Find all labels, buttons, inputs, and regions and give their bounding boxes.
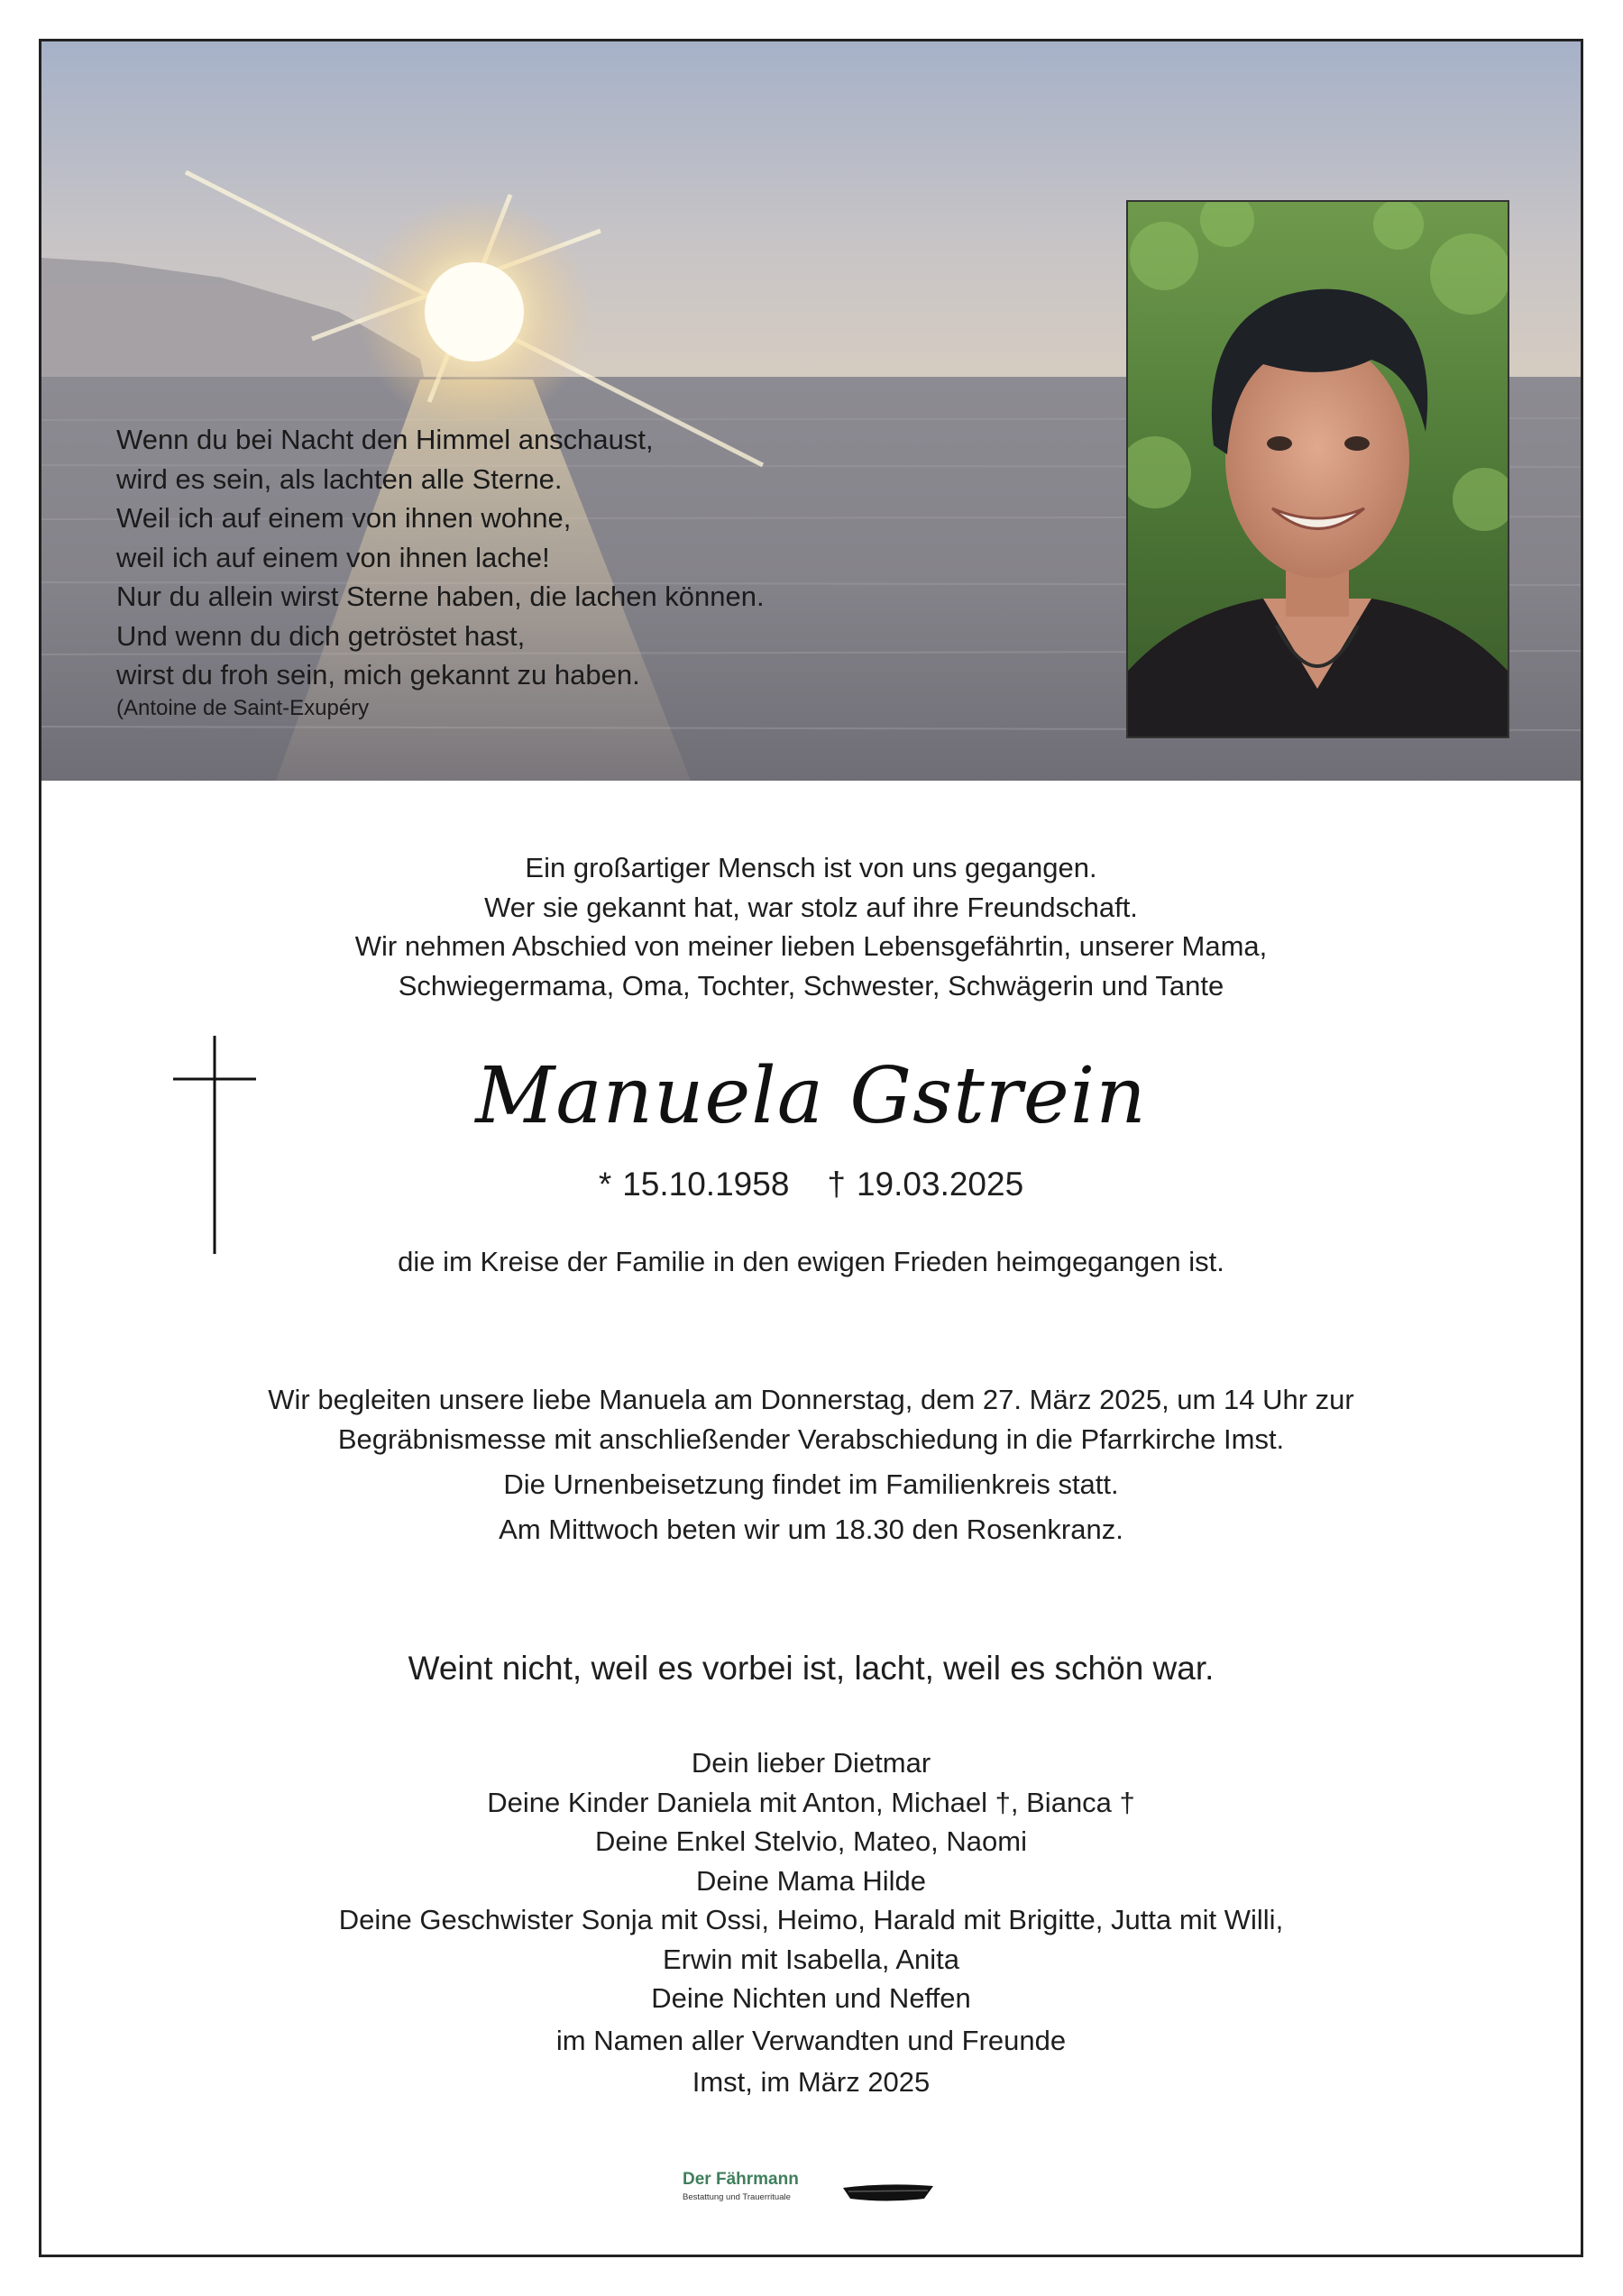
mourner-line: Dein lieber Dietmar [691,1747,931,1779]
intro-text [41,848,1581,1005]
poem-line: wirst du froh sein, mich gekannt zu haben. [116,659,640,691]
poem-line: Wenn du bei Nacht den Himmel anschaust, [116,424,654,455]
funeral-home-logo [683,2170,935,2211]
death-cross-icon: † [827,1166,846,1203]
mourner-line: Erwin mit Isabella, Anita [662,1943,960,1975]
place-date: Imst, im März 2025 [692,2066,931,2098]
mourner-line: Deine Enkel Stelvio, Mateo, Naomi [594,1825,1027,1857]
poem-line: weil ich auf einem von ihnen lache! [116,541,550,573]
mourner-line: Deine Kinder Daniela mit Anton, Michael †, Bianca † [487,1786,1135,1818]
poem-line: Und wenn du dich getröstet hast, [116,619,526,652]
mourner-line: Deine Geschwister Sonja mit Ossi, Heimo, Harald mit Brigitte, Jutta mit Willi, [338,1904,1284,1935]
birth-star-icon: * [598,1166,612,1203]
logo-brand: Der Fährmann [683,2170,799,2189]
funeral-line: Die Urnenbeisetzung findet im Familienkreis statt. [503,1468,1119,1500]
motto: Weint nicht, weil es vorbei ist, lacht, weil es schön war. [408,1650,1215,1687]
intro-line: Ein großartiger Mensch ist von uns gegangen. [525,852,1097,883]
poem [116,420,928,722]
life-dates [41,1165,1581,1204]
intro-line: Schwiegermama, Oma, Tochter, Schwester, Schwägerin und Tante [398,969,1224,1002]
logo-tagline: Bestattung und Trauerrituale [683,2192,791,2202]
funeral-info [41,1380,1581,1550]
deceased-name: Manuela Gstrein [475,1051,1147,1141]
intro-line: Wir nehmen Abschied von meiner lieben Lebensgefährtin, unserer Mama, [354,930,1268,962]
intro-line: Wer sie gekannt hat, war stolz auf ihre Freundschaft. [484,891,1138,923]
mourner-line: Deine Mama Hilde [696,1864,926,1897]
funeral-line: Am Mittwoch beten wir um 18.30 den Rosenkranz. [499,1514,1123,1545]
poem-line: wird es sein, als lachten alle Sterne. [116,462,563,495]
birth-date: 15.10.1958 [622,1166,790,1203]
death-date: 19.03.2025 [856,1166,1024,1203]
mourner-closing: im Namen aller Verwandten und Freunde [555,2024,1067,2056]
funeral-line: Begräbnismesse mit anschließender Verabschiedung in die Pfarrkirche Imst. [337,1423,1285,1455]
poem-line: Nur du allein wirst Sterne haben, die lachen können. [116,581,765,612]
poem-source: (Antoine de Saint-Exupéry [116,695,370,720]
funeral-line: Wir begleiten unsere liebe Manuela am Donnerstag, dem 27. März 2025, um 14 Uhr zur [268,1384,1354,1415]
mourners-list [41,1743,1581,2102]
portrait-photo [1126,200,1509,738]
mourner-line: Deine Nichten und Neffen [651,1982,971,2014]
passed-away-text: die im Kreise der Familie in den ewigen Frieden heimgegangen ist. [398,1246,1224,1277]
poem-line: Weil ich auf einem von ihnen wohne, [116,502,572,534]
boat-icon [841,2179,935,2206]
obituary-card [39,39,1583,2257]
